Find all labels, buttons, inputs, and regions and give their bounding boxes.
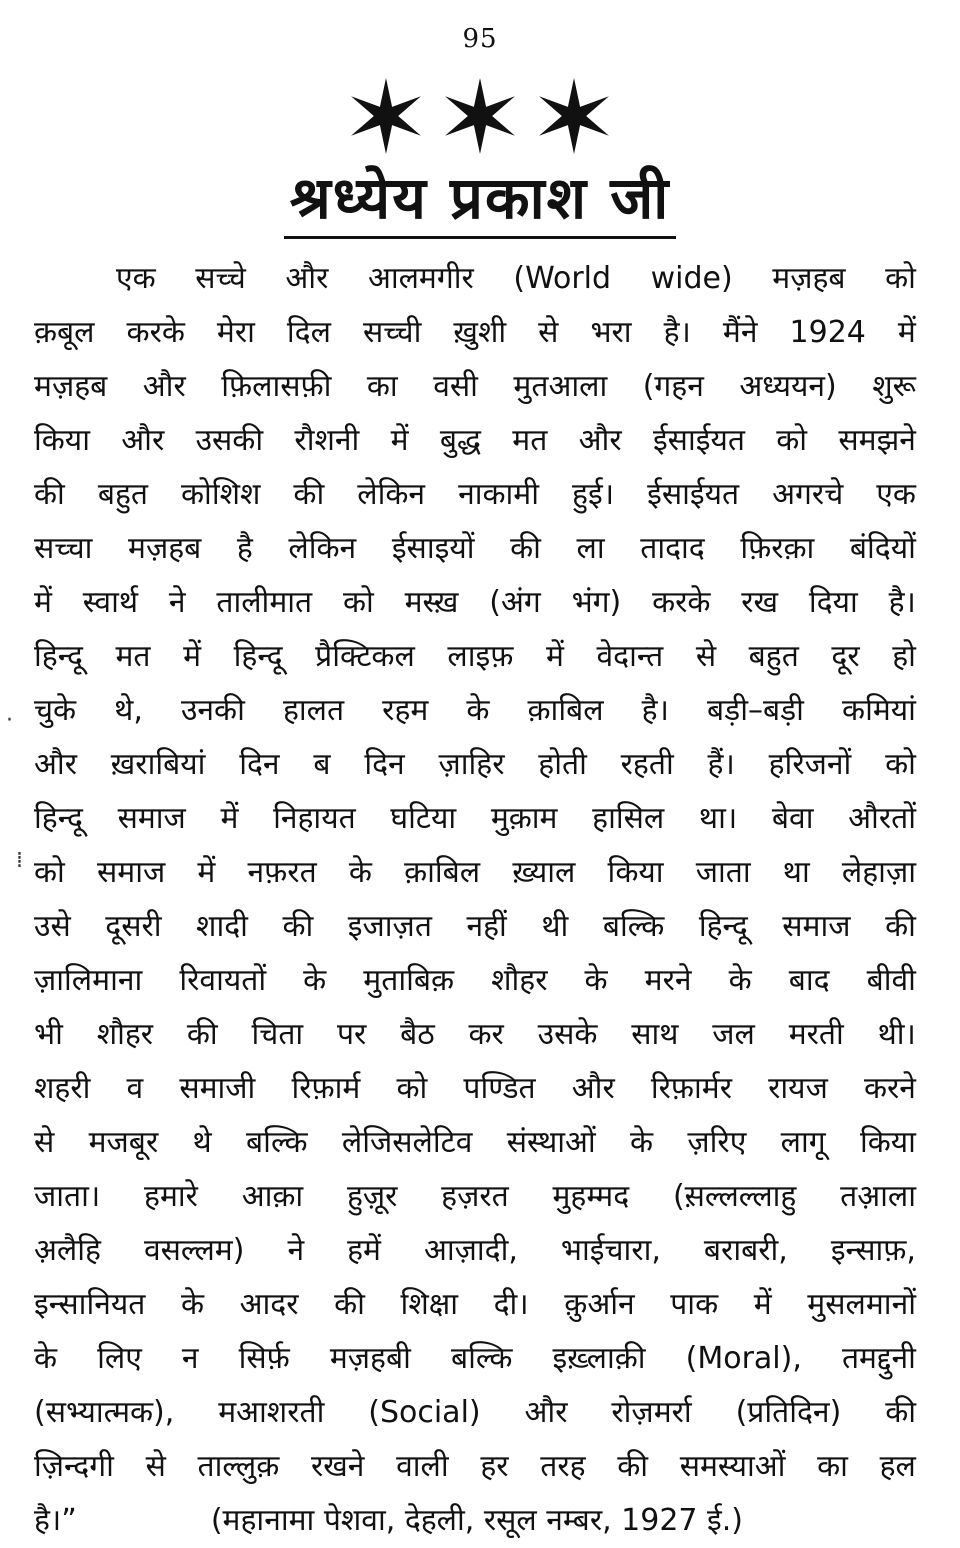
word: निहायत [273,801,356,836]
word: के [34,1341,58,1376]
word: कमियां [842,693,916,728]
word: ख़राबियां [110,747,206,782]
word: समाजी [179,1071,256,1106]
word: में [183,639,202,674]
word: और [524,1395,568,1430]
word: समस्याओं [679,1449,786,1484]
word: पण्डित [463,1071,536,1106]
word: लेकिन [357,477,426,512]
word: की [282,909,314,944]
word: के [466,693,490,728]
word: हिन्दू [233,639,283,674]
word: नाकामी [458,477,540,512]
word: वसी [433,369,478,404]
word: किया [859,1125,916,1160]
word: आदर [239,1287,299,1322]
text-line [34,1224,916,1278]
word: क़बूल [34,315,95,350]
word: बहुत [97,477,148,512]
word: उसके [537,1017,598,1052]
word: जाता। [34,1179,101,1214]
word: शुरू [872,369,916,404]
word: है। [888,585,916,620]
word: मुहम्मद [552,1179,630,1214]
word: चिता [251,1017,304,1052]
word: समझने [838,423,916,458]
word: उसकी [195,423,264,458]
word: के [348,855,372,890]
word: लेहाज़ा [841,855,916,890]
word: में [545,639,564,674]
word: हिन्दू [34,801,83,836]
title [0,160,960,239]
text-line [34,1386,916,1440]
text-line [34,792,916,846]
word: करने [863,1071,916,1106]
word: इख़्लाक़ी [552,1341,646,1376]
word: दिया [808,585,858,620]
word: ने [287,1233,305,1268]
word: की [510,531,541,566]
word: समाज [96,855,166,890]
word: रहम [382,693,429,728]
word: बहुत [748,639,799,674]
word: बंदियों [849,531,916,566]
text-line [34,414,916,468]
word: उसे [34,909,71,944]
word: भी [34,1017,63,1052]
word: शादी [196,909,248,944]
word: क़ाबिल [404,855,481,890]
word: दूसरी [105,909,162,944]
star-icon [442,78,518,154]
word: अध्ययन) [739,369,837,404]
word: दिन [239,747,280,782]
word: सच्ची [362,315,422,350]
word: ईसाईयत [647,477,740,512]
word: किया [607,855,664,890]
word: इन्सानियत [34,1287,146,1322]
word: ताल्लुक़ [197,1449,280,1484]
word: में [390,423,409,458]
word: मज़हब [34,369,108,404]
word: रौशनी [294,423,360,458]
word: की [617,1449,649,1484]
word: (सभ्यात्मक), [34,1395,175,1430]
word: हालत [282,693,345,728]
word: के [303,963,327,998]
word: था। [698,801,738,836]
word: 1924 [789,315,866,350]
word: की [293,477,325,512]
word: दिन [364,747,405,782]
word: में [34,585,52,620]
word: और [34,747,77,782]
word: बेवा [771,801,814,836]
word: था [782,855,810,890]
text-line [34,738,916,792]
word: हर [480,1449,509,1484]
page-number: 95 [462,24,498,54]
margin-mark: ⁞ [16,848,23,873]
word: तादाद [640,531,705,566]
text-line [34,576,916,630]
word: मैंने [722,315,758,350]
word: को [342,585,374,620]
word: मआशरती [218,1395,325,1430]
word: वसल्लम) [143,1233,245,1268]
word: मुक़ाम [490,801,558,836]
word: साथ [631,1017,679,1052]
text-line [34,1278,916,1332]
word: है [236,531,253,566]
word: के [180,1287,205,1322]
word: एक [116,261,156,296]
word: शिक्षा [400,1287,458,1322]
word: लाइफ़ [447,639,514,674]
word: थे [192,1125,212,1160]
word: रोज़मर्रा [611,1395,692,1430]
word: भाईचारा, [560,1233,661,1268]
word: बड़ी–बड़ी [707,693,804,728]
word: की [34,477,65,512]
word: हल [879,1449,916,1484]
word: आलमगीर [367,261,474,296]
word: करके [126,315,185,350]
word: शहरी [34,1071,91,1106]
word: मस्ख़ [404,585,459,620]
word: बल्कि [450,1341,513,1376]
word: (गहन [642,369,704,404]
word: बल्कि [602,909,665,944]
word: मरती [788,1017,844,1052]
word: के [630,1125,654,1160]
word: ज़ालिमाना [34,963,143,998]
word: है। [663,315,691,350]
word: घटिया [390,801,457,836]
word: (Social) [368,1395,481,1430]
word: समाज [117,801,186,836]
word: अ़लैहि [34,1233,101,1268]
word: ब [313,747,331,782]
word: ज़ाहिर [438,747,505,782]
title-text: श्रध्येय प्रकाश जी [284,160,677,239]
text-line [34,846,916,900]
word: फ़िलासफ़ी [221,369,332,404]
text-line [34,900,916,954]
text-line [34,1062,916,1116]
word: (World [513,261,612,296]
word: ने [168,585,186,620]
word: अगरचे [772,477,844,512]
word: हो [892,639,916,674]
word: के [728,963,752,998]
word: दी। [493,1287,529,1322]
word: में [197,855,216,890]
word: हुई। [572,477,615,512]
text-line [34,1116,916,1170]
word: मरने [644,963,692,998]
word: और [578,423,622,458]
word: ख़ुशी [453,315,507,350]
word: रखने [310,1449,365,1484]
word: क़ुर्आन [564,1287,635,1322]
word: ईसाईयत [652,423,745,458]
word: फ़िरक़ा [740,531,815,566]
word: बराबरी, [703,1233,788,1268]
word: ला [576,531,605,566]
word: (अंग [489,585,541,620]
word: वेदान्त [596,639,664,674]
text-line [34,1440,916,1494]
text-line [34,306,916,360]
word: बाद [788,963,830,998]
word: रिफ़ार्म [291,1071,361,1106]
word: एक [876,477,916,512]
word: उनकी [180,693,245,728]
word: को [776,423,808,458]
word: हज़रत [441,1179,509,1214]
text-line [34,1332,916,1386]
word: को [396,1071,428,1106]
word: ज़िन्दगी [34,1449,114,1484]
word: चुके [34,693,77,728]
word: तमद्दुनी [841,1341,916,1376]
word: लेकिन [288,531,357,566]
word: से [145,1449,166,1484]
text-line [34,360,916,414]
text-line [34,468,916,522]
word: wide) [650,261,733,296]
word: थी [541,909,569,944]
word: क़ाबिल [527,693,604,728]
word: हमारे [144,1179,198,1214]
text-line [34,522,916,576]
word: मुतआला [513,369,608,404]
word: होती [538,747,587,782]
word: नहीं [466,909,507,944]
margin-dot: · [6,708,13,733]
word: की [186,1017,218,1052]
citation: (महानामा पेशवा, देहली, रसूल नम्बर, 1927 ई.) [210,1503,744,1538]
text-line [34,630,916,684]
word: की [334,1287,365,1322]
word: रहती [620,747,674,782]
word: शौहर [491,963,548,998]
word: और [285,261,329,296]
word: रख [741,585,779,620]
word: रायज [768,1071,828,1106]
star-ornament [0,78,960,154]
word: तआ़ला [840,1179,916,1214]
word: हैं। [707,747,735,782]
word: समाज [782,909,851,944]
text-line [34,252,916,306]
word: में [897,315,916,350]
word: भंग) [571,585,622,620]
word: (Moral), [685,1341,802,1376]
word: आज़ादी, [423,1233,518,1268]
word: पाक [670,1287,719,1322]
word: ज़रिए [687,1125,747,1160]
word: (स़ल्लल्लाहु [672,1179,797,1214]
word: और [571,1071,615,1106]
word: सच्चा [34,531,93,566]
word: हासिल [592,801,665,836]
word: शौहर [96,1017,154,1052]
body-text [34,252,916,1548]
word: और [142,369,186,404]
word: मुसलमानों [807,1287,916,1322]
word: हिन्दू [698,909,748,944]
word: की [885,1395,916,1430]
word: है। [641,693,669,728]
word: में [220,801,239,836]
word: मुताबिक़ [363,963,455,998]
word: हमें [347,1233,381,1268]
word: रिवायतों [179,963,267,998]
word: बीवी [866,963,916,998]
word: स्वार्थ [82,585,139,620]
word: आक़ा [241,1179,304,1214]
word: मेरा [216,315,255,350]
word: बल्कि [246,1125,308,1160]
text-line [34,1008,916,1062]
closing-line [34,1494,916,1548]
word: लिए [97,1341,142,1376]
word: से [695,639,717,674]
word: ख़्याल [512,855,576,890]
word: लेजिसलेटिव [341,1125,473,1160]
word: प्रैक्टिकल [315,639,415,674]
word: इजाज़त [347,909,432,944]
word: का [817,1449,848,1484]
text-line [34,1170,916,1224]
word: बुद्ध [439,423,481,458]
word: हुज़ूर [346,1179,398,1214]
word: जल [712,1017,755,1052]
word: बैठ [400,1017,435,1052]
word: (प्रतिदिन) [735,1395,842,1430]
word: सच्चे [195,261,246,296]
word: करके [652,585,711,620]
word: थे, [114,693,143,728]
star-icon [348,78,424,154]
word: से [34,1125,55,1160]
word: मत [115,639,151,674]
word: के [584,963,608,998]
word: से [538,315,559,350]
word: जाता [695,855,751,890]
word: ईसाइयों [391,531,475,566]
word: पर [337,1017,367,1052]
word: कर [468,1017,504,1052]
star-icon [536,78,612,154]
word: मत [512,423,548,458]
word: तरह [540,1449,586,1484]
word: इन्साफ़, [830,1233,916,1268]
word: और [121,423,165,458]
word: हिन्दू [34,639,83,674]
word: थी। [877,1017,916,1052]
word: हरिजनों [768,747,852,782]
text-line [34,954,916,1008]
text-line [34,684,916,738]
word: वाली [396,1449,449,1484]
word: व [126,1071,144,1106]
word: में [753,1287,772,1322]
word: की [885,909,916,944]
word: को [885,261,916,296]
word: को [34,855,65,890]
word: दिल [286,315,331,350]
word: लागू [780,1125,826,1160]
word: मज़हबी [329,1341,411,1376]
word: संस्थाओं [506,1125,596,1160]
word: तालीमात [216,585,313,620]
word: न [181,1341,199,1376]
word: नफ़रत [247,855,317,890]
word: औरतों [848,801,916,836]
word: मज़हब [772,261,846,296]
word: कोशिश [181,477,261,512]
word: किया [34,423,90,458]
word: का [366,369,398,404]
word: सिर्फ़ [238,1341,290,1376]
word: भरा [590,315,632,350]
word: रिफ़ार्मर [650,1071,733,1106]
word: मजबूर [88,1125,159,1160]
word: को [885,747,916,782]
closing-text: है।” [34,1503,77,1538]
word: मज़हब [128,531,202,566]
word: दूर [831,639,860,674]
